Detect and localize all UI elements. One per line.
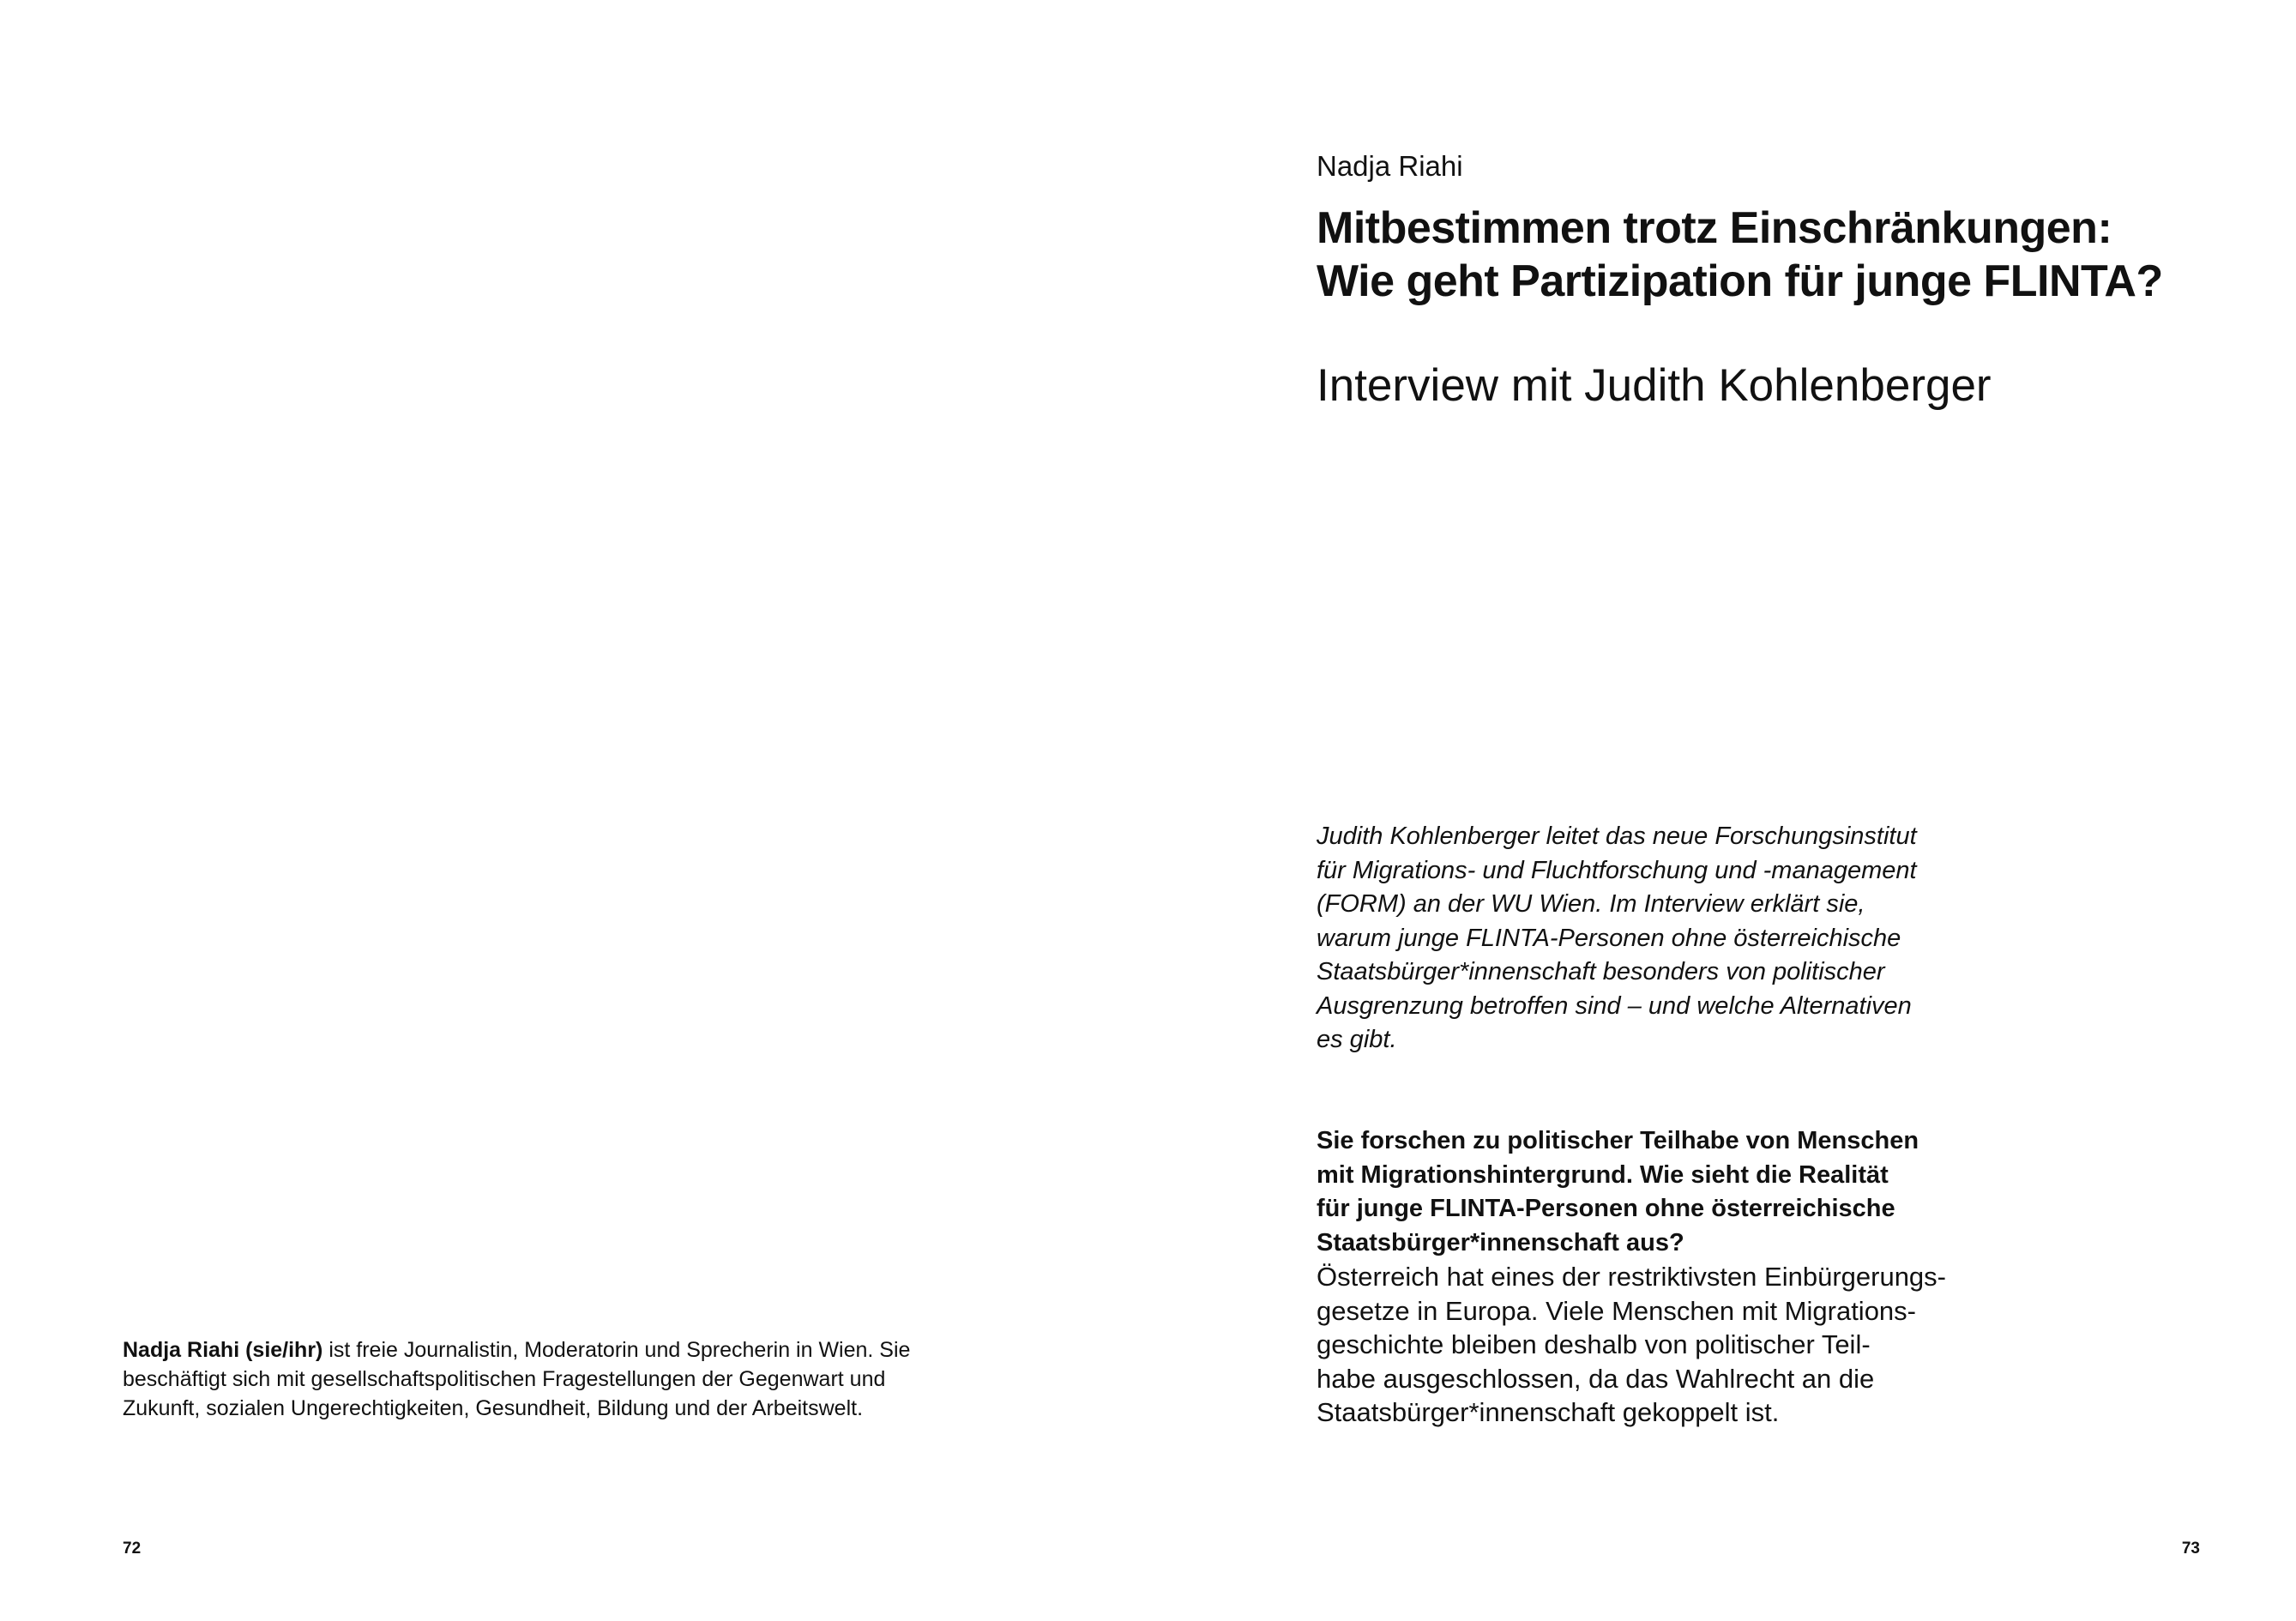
interview-question: [1317, 1124, 1986, 1260]
intro-line: es gibt.: [1317, 1026, 1397, 1053]
question-line: mit Migrationshintergrund. Wie sieht die Realität: [1317, 1160, 1889, 1189]
article-headline: [1317, 202, 2243, 308]
intro-line: Staatsbürger*innenschaft besonders von politischer: [1317, 958, 1885, 985]
article-intro: [1317, 820, 1986, 1058]
headline-line: Wie geht Partizipation für junge FLINTA?: [1317, 256, 2163, 306]
headline-line: Mitbestimmen trotz Einschränkungen:: [1317, 203, 2112, 253]
article-byline: Nadja Riahi: [1317, 150, 1463, 182]
author-bio-line: Zukunft, sozialen Ungerechtigkeiten, Gesundheit, Bildung und der Arbeitswelt.: [123, 1396, 864, 1420]
page-number-right: 73: [2181, 1540, 2200, 1558]
right-page: [1148, 0, 2296, 1621]
intro-line: (FORM) an der WU Wien. Im Interview erklärt sie,: [1317, 890, 1865, 918]
intro-line: Ausgrenzung betroffen sind – und welche Alternativen: [1317, 991, 1912, 1020]
answer-line: Staatsbürger*innenschaft gekoppelt ist.: [1317, 1397, 1780, 1427]
page-number-left: 72: [123, 1540, 142, 1558]
author-bio-name: Nadja Riahi (sie/ihr): [123, 1338, 323, 1362]
answer-line: Österreich hat eines der restriktivsten Einbürgerungs-: [1317, 1262, 1946, 1292]
question-line: für junge FLINTA-Personen ohne österreichische: [1317, 1195, 1895, 1222]
author-bio-line: ist freie Journalistin, Moderatorin und Sprecherin in Wien. Sie: [322, 1338, 911, 1362]
intro-line: warum junge FLINTA-Personen ohne österreichische: [1317, 924, 1901, 952]
answer-line: gesetze in Europa. Viele Menschen mit Migrations-: [1317, 1295, 1916, 1326]
question-line: Sie forschen zu politischer Teilhabe von Menschen: [1317, 1127, 1919, 1154]
answer-line: habe ausgeschlossen, da das Wahlrecht an die: [1317, 1363, 1875, 1394]
intro-line: Judith Kohlenberger leitet das neue Forschungsinstitut: [1317, 823, 1917, 850]
question-line: Staatsbürger*innenschaft aus?: [1317, 1228, 1684, 1256]
author-bio: [123, 1335, 989, 1423]
article-subtitle: Interview mit Judith Kohlenberger: [1317, 360, 1992, 411]
answer-line: geschichte bleiben deshalb von politischer Teil-: [1317, 1329, 1871, 1359]
author-bio-line: beschäftigt sich mit gesellschaftspolitischen Fragestellungen der Gegenwart und: [123, 1367, 886, 1391]
intro-line: für Migrations- und Fluchtforschung und -management: [1317, 856, 1917, 884]
interview-answer: [1317, 1260, 2003, 1430]
